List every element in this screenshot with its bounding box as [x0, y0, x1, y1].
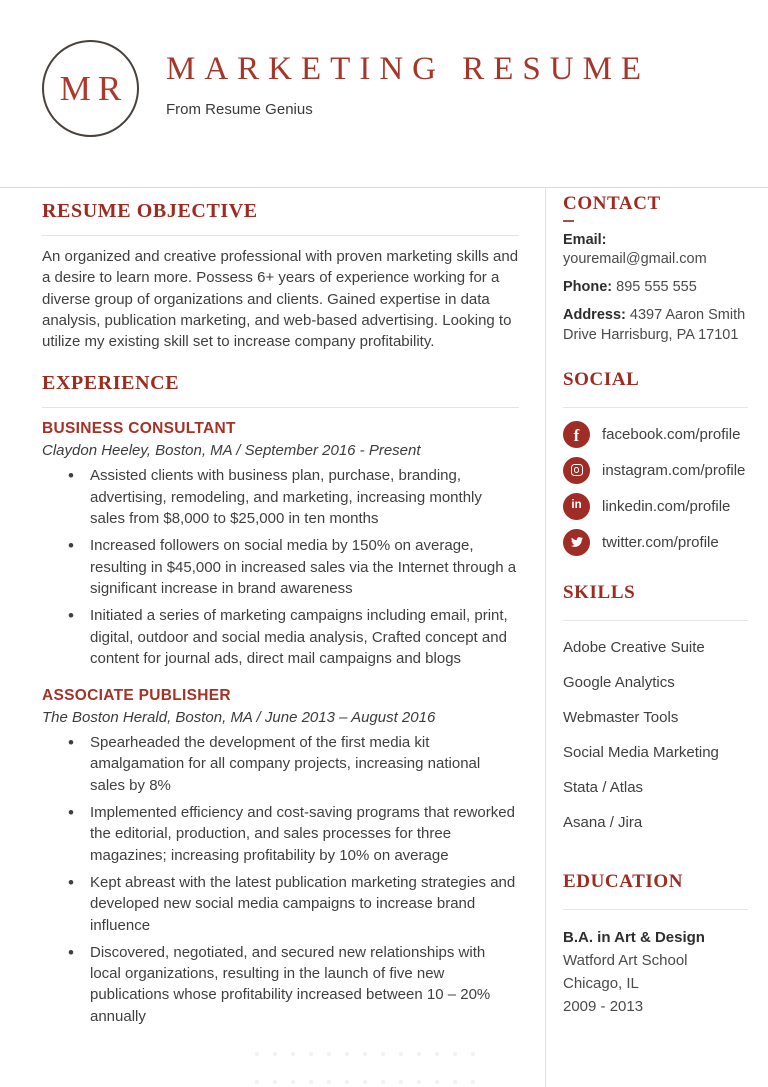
skill-item: Asana / Jira: [563, 813, 643, 831]
instagram-glyph: [571, 464, 583, 476]
job-bullets: [42, 732, 519, 1027]
phone-value: 895 555 555: [616, 279, 697, 296]
job-meta: The Boston Herald, Boston, MA / June 2013 – August 2016: [42, 709, 436, 727]
social-heading: SOCIAL: [563, 368, 640, 390]
skill-item: Webmaster Tools: [563, 708, 679, 726]
content: [0, 188, 768, 1087]
skill-item: Adobe Creative Suite: [563, 638, 705, 656]
divider-line: [563, 407, 748, 408]
email-label: Email:: [563, 232, 607, 248]
address-label: Address:: [563, 307, 626, 324]
contact-heading: CONTACT: [563, 193, 661, 214]
contact-address: [563, 306, 748, 344]
skill-item: Social Media Marketing: [563, 743, 719, 761]
social-link-label: facebook.com/profile: [602, 425, 741, 443]
education-heading: EDUCATION: [563, 870, 684, 892]
job-entry: [42, 420, 519, 669]
facebook-icon: [563, 421, 590, 448]
social-link-label: linkedin.com/profile: [602, 497, 731, 515]
page-subtitle: From Resume Genius: [166, 101, 313, 118]
education-degree: B.A. in Art & Design: [563, 928, 705, 946]
linkedin-icon: [563, 493, 590, 520]
job-meta: Claydon Heeley, Boston, MA / September 2016 - Present: [42, 442, 421, 460]
sidebar: [545, 188, 768, 1087]
divider-line: [563, 909, 748, 910]
social-link-instagram[interactable]: [563, 457, 748, 484]
experience-heading: EXPERIENCE: [42, 372, 180, 395]
skill-item: Google Analytics: [563, 673, 675, 691]
title-block: [166, 40, 650, 118]
facebook-glyph: f: [573, 425, 580, 445]
education-school: Watford Art School: [563, 951, 688, 969]
instagram-icon: [563, 457, 590, 484]
social-link-label: instagram.com/profile: [602, 461, 746, 479]
objective-text: An organized and creative professional with proven marketing skills and a desire to learn more. Possess 6+ years of experience working for a diverse group of organizations and clients. Gained expertise in data analysis, publication marketing, and web-based advertising. Looking to utilize my existing skill set to increase company profitability.: [42, 248, 519, 351]
job-title: ASSOCIATE PUBLISHER: [42, 687, 231, 705]
bullet-item: • Initiated a series of marketing campaigns including email, print, digital, outdoor and social media analysis, Crafted concept and content for journal ads, direct mail campaigns and blogs: [42, 605, 519, 669]
job-entry: [42, 687, 519, 1027]
bullet-item: • Increased followers on social media by 150% on average, resulting in $45,000 in increased sales via the Internet through a significant increase in brand awareness: [42, 535, 519, 599]
email-value[interactable]: youremail@gmail.com: [563, 251, 707, 268]
monogram-logo: [42, 40, 139, 137]
resume-header: [0, 0, 768, 188]
education-entry: [563, 926, 748, 1019]
education-years: 2009 - 2013: [563, 998, 644, 1016]
skills-list: [563, 639, 748, 831]
page-title: MARKETING RESUME: [166, 51, 651, 87]
main-column: [0, 188, 545, 1087]
bullet-item: • Kept abreast with the latest publication marketing strategies and developed new social media campaigns to increase brand influence: [42, 872, 519, 936]
contact-underline-dash: [563, 220, 574, 222]
contact-info: [563, 231, 748, 345]
social-link-label: twitter.com/profile: [602, 533, 719, 551]
divider-line: [42, 235, 519, 236]
social-link-linkedin[interactable]: [563, 493, 748, 520]
logo-initials: MR: [59, 68, 129, 108]
bullet-item: • Implemented efficiency and cost-saving programs that reworked the editorial, production, and sales processes for three magazines; increasing profitability by 10% on average: [42, 802, 519, 866]
twitter-bird-glyph: [570, 536, 584, 548]
linkedin-glyph: in: [571, 499, 582, 512]
bullet-item: • Assisted clients with business plan, purchase, branding, advertising, remodeling, and marketing, increasing monthly sales from $8,000 to $25,000 in ten months: [42, 465, 519, 529]
bullet-item: • Spearheaded the development of the first media kit amalgamation for all company projects, increasing national sales by 8%: [42, 732, 519, 796]
social-link-twitter[interactable]: [563, 529, 748, 556]
job-title: BUSINESS CONSULTANT: [42, 420, 236, 438]
skill-item: Stata / Atlas: [563, 778, 644, 796]
contact-email: [563, 231, 748, 269]
twitter-icon: [563, 529, 590, 556]
social-links: [563, 421, 748, 556]
phone-label: Phone:: [563, 279, 613, 296]
divider-line: [563, 620, 748, 621]
contact-phone: [563, 278, 748, 297]
skills-heading: SKILLS: [563, 581, 636, 603]
education-location: Chicago, IL: [563, 975, 639, 993]
objective-heading: RESUME OBJECTIVE: [42, 200, 258, 222]
divider-line: [42, 407, 519, 408]
address-value: 4397 Aaron Smith Drive Harrisburg, PA 17101: [563, 307, 746, 343]
bullet-item: • Discovered, negotiated, and secured new relationships with local organizations, resulting in the launch of five new publications whose profitability increased between 10 – 20% annually: [42, 942, 519, 1027]
job-bullets: [42, 465, 519, 669]
social-link-facebook[interactable]: [563, 421, 748, 448]
